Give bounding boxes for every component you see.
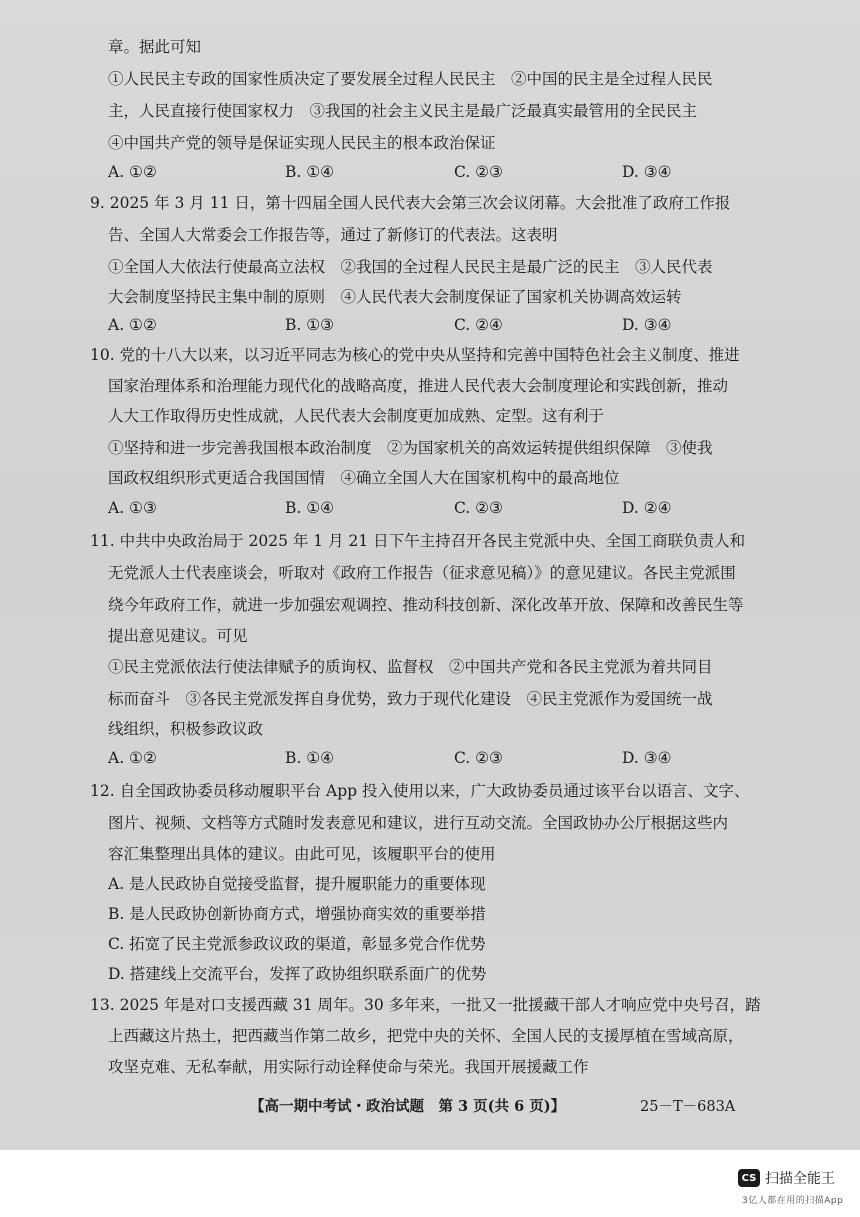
q8-option-c: C. ②③ bbox=[454, 163, 503, 181]
q9-line-2: 告、全国人大常委会工作报告等，通过了新修订的代表法。这表明 bbox=[108, 226, 558, 244]
q12-option-b: B. 是人民政协创新协商方式，增强协商实效的重要举措 bbox=[108, 905, 486, 923]
q8-option-a: A. ①② bbox=[108, 163, 157, 181]
q11-option-b: B. ①④ bbox=[285, 749, 335, 767]
q12-line-1: 12. 自全国政协委员移动履职平台 App 投入使用以来，广大政协委员通过该平台以语言、文字、 bbox=[90, 782, 750, 800]
q8-option-b: B. ①④ bbox=[285, 163, 335, 181]
q10-line-1: 10. 党的十八大以来，以习近平同志为核心的党中央从坚持和完善中国特色社会主义制度、推进 bbox=[90, 346, 740, 364]
q11-option-c: C. ②③ bbox=[454, 749, 503, 767]
q13-line-3: 攻坚克难、无私奉献，用实际行动诠释使命与荣光。我国开展援藏工作 bbox=[108, 1058, 589, 1076]
q11-line-4: 提出意见建议。可见 bbox=[108, 627, 248, 645]
q9-option-c: C. ②④ bbox=[454, 316, 503, 334]
q13-line-1: 13. 2025 年是对口支援西藏 31 周年。30 多年来，一批又一批援藏干部人才响应党中央号召，踏 bbox=[90, 996, 761, 1014]
q11-line-3: 绕今年政府工作，就进一步加强宏观调控、推动科技创新、深化改革开放、保障和改善民生等 bbox=[108, 596, 744, 614]
q9-option-a: A. ①② bbox=[108, 316, 157, 334]
watermark-tagline: 3亿人都在用的扫描App bbox=[742, 1196, 844, 1206]
q10-line-4: ①坚持和进一步完善我国根本政治制度 ②为国家机关的高效运转提供组织保障 ③使我 bbox=[108, 439, 713, 457]
q8-statement-2: 主，人民直接行使国家权力 ③我国的社会主义民主是最广泛最真实最管用的全民民主 bbox=[108, 102, 698, 120]
q12-line-3: 容汇集整理出具体的建议。由此可见，该履职平台的使用 bbox=[108, 845, 496, 863]
camscanner-logo-icon: CS bbox=[738, 1169, 760, 1187]
q9-line-3: ①全国人大依法行使最高立法权 ②我国的全过程人民民主是最广泛的民主 ③人民代表 bbox=[108, 258, 713, 276]
q11-line-1: 11. 中共中央政治局于 2025 年 1 月 21 日下午主持召开各民主党派中央、全国工商联负责人和 bbox=[90, 532, 746, 550]
q12-option-d: D. 搭建线上交流平台，发挥了政协组织联系面广的优势 bbox=[108, 965, 487, 983]
q9-option-b: B. ①③ bbox=[285, 316, 335, 334]
q10-option-a: A. ①③ bbox=[108, 499, 157, 517]
q12-line-2: 图片、视频、文档等方式随时发表意见和建议，进行互动交流。全国政协办公厅根据这些内 bbox=[108, 814, 729, 832]
q11-option-d: D. ③④ bbox=[622, 749, 672, 767]
q12-option-c: C. 拓宽了民主党派参政议政的渠道，彰显多党合作优势 bbox=[108, 935, 486, 953]
q10-option-b: B. ①④ bbox=[285, 499, 335, 517]
q9-line-1: 9. 2025 年 3 月 11 日，第十四届全国人民代表大会第三次会议闭幕。大会批准了政府工作报 bbox=[90, 194, 731, 212]
q10-option-d: D. ②④ bbox=[622, 499, 672, 517]
q8-statement-3: ④中国共产党的领导是保证实现人民民主的根本政治保证 bbox=[108, 134, 496, 152]
q8-statement-1: ①人民民主专政的国家性质决定了要发展全过程人民民主 ②中国的民主是全过程人民民 bbox=[108, 70, 713, 88]
q11-line-6: 标而奋斗 ③各民主党派发挥自身优势，致力于现代化建设 ④民主党派作为爱国统一战 bbox=[108, 690, 713, 708]
scanner-watermark bbox=[738, 1168, 835, 1188]
q11-line-2: 无党派人士代表座谈会，听取对《政府工作报告（征求意见稿）》的意见建议。各民主党派围 bbox=[108, 564, 736, 582]
watermark-app-name: 扫描全能王 bbox=[765, 1171, 835, 1187]
q11-line-7: 线组织，积极参政议政 bbox=[108, 720, 264, 738]
page-footer-title: 【高一期中考试・政治试题 第 3 页(共 6 页)】 bbox=[250, 1098, 566, 1115]
q8-option-d: D. ③④ bbox=[622, 163, 672, 181]
q9-option-d: D. ③④ bbox=[622, 316, 672, 334]
q10-line-3: 人大工作取得历史性成就，人民代表大会制度更加成熟、定型。这有利于 bbox=[108, 407, 605, 425]
q11-line-5: ①民主党派依法行使法律赋予的质询权、监督权 ②中国共产党和各民主党派为着共同目 bbox=[108, 658, 713, 676]
q8-stem-end: 章。据此可知 bbox=[108, 38, 202, 56]
q10-line-5: 国政权组织形式更适合我国国情 ④确立全国人大在国家机构中的最高地位 bbox=[108, 469, 620, 487]
q12-option-a: A. 是人民政协自觉接受监督，提升履职能力的重要体现 bbox=[108, 875, 486, 893]
page-footer-code: 25－T－683A bbox=[640, 1099, 736, 1115]
q10-line-2: 国家治理体系和治理能力现代化的战略高度，推进人民代表大会制度理论和实践创新，推动 bbox=[108, 377, 729, 395]
q9-line-4: 大会制度坚持民主集中制的原则 ④人民代表大会制度保证了国家机关协调高效运转 bbox=[108, 288, 682, 306]
q11-option-a: A. ①② bbox=[108, 749, 157, 767]
q10-option-c: C. ②③ bbox=[454, 499, 503, 517]
q13-line-2: 上西藏这片热土，把西藏当作第二故乡，把党中央的关怀、全国人民的支援厚植在雪域高原， bbox=[108, 1027, 744, 1045]
